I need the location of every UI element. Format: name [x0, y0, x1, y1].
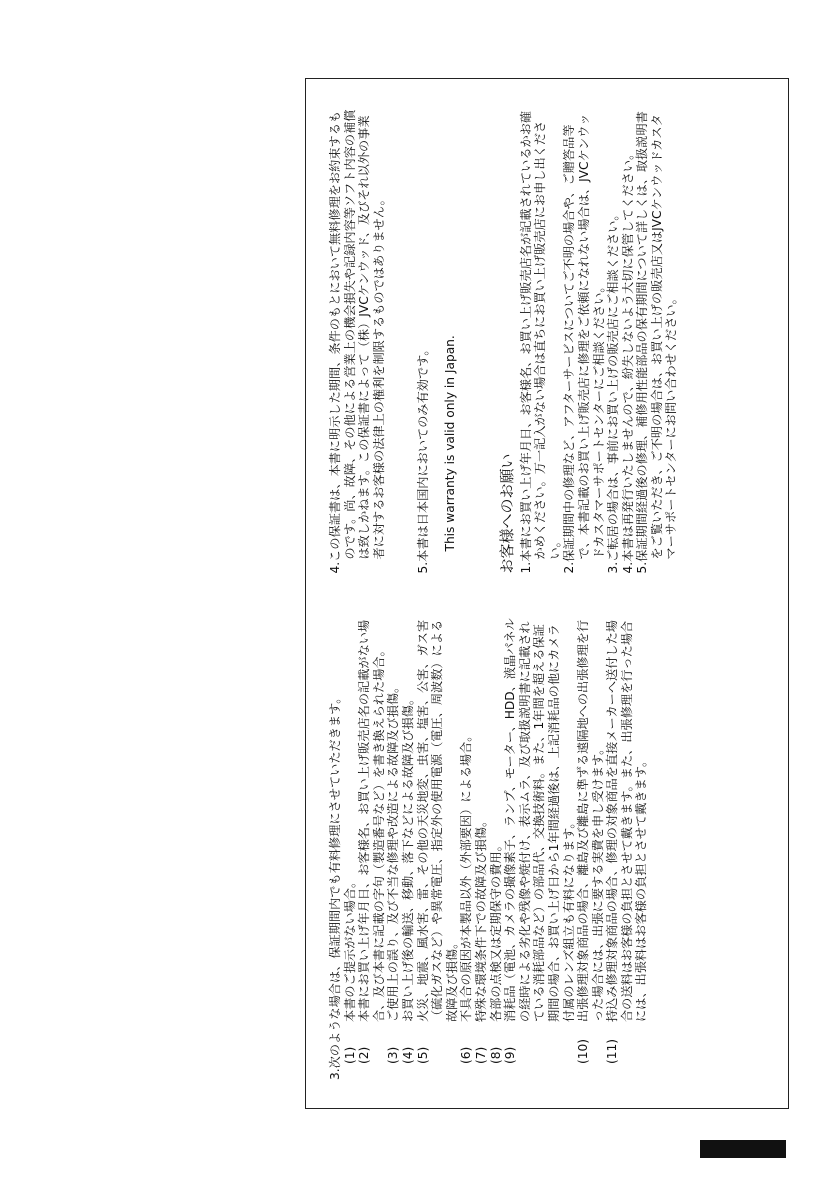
case-item: (9)消耗品（電池、カメラの撮像素子、ランプ、モーター、HDD、液晶パネルの経時による劣化や残像や焼付け、表示ムラ、及び取扱説明書に記載されている消耗部品など）の部品代、交換技術料。また、1年間を超える保証期間の場合、お買い上げ日から1年間経過後は、上記消耗品の他にカメラ付属のレンズ組立も有料になります。: [503, 618, 576, 1064]
case-item: (11)持込み修理対象商品の場合、修理の対象商品を直接メーカーへ送付した場合の送料はお客様の負担とさせて戴きます。また、出張修理を行った場合には、出張料はお客様の負担とさせて戴きます。: [605, 620, 649, 1064]
request-item: 2.保証期間中の修理など、アフターサービスについてご不明の場合や、ご贈答品等で、本書記載のお買い上げ販売店に修理をご依頼になれない場合は、JVCケンウッドカスタマーサポートセンターにご相談ください。: [562, 113, 606, 574]
item-5-english: This warranty is valid only in Japan.: [443, 335, 458, 552]
left-column: [328, 614, 770, 1081]
page-edge-tab: [700, 1140, 786, 1158]
warranty-frame: [305, 78, 789, 1109]
item-3-intro: 3.次のような場合は、保証期間内でも有料修理にさせていただきます。: [328, 691, 342, 1080]
request-item: 4.本書は再発行いたしませんので、紛失しないよう大切に保管してください。: [620, 147, 635, 574]
case-item: (10)出張修理対象商品の場合、離島及び離島に準ずる遠隔地への出張修理を行った場合には、出張に要する実費を申し受けます。: [576, 619, 605, 1064]
item-5: 5.本書は日本国内においてのみ有効です。: [416, 343, 431, 574]
request-item: 3.ご転居の場合は、事前にお買い上げの販売店にご相談ください。: [606, 208, 621, 574]
case-item: (4)お買い上げ後の輸送、移動、落下などによる故障及び損傷。: [400, 692, 415, 1064]
case-item: (3)ご使用上の誤り、及び不当な修理や改造による故障及び損傷。: [386, 680, 401, 1064]
item-4: 4.この保証書は、本書に明示した期間、条件のもとにおいて無料修理をお約束するものです。尚、故障、その他による営業上の機会損失や記録内容等ソフト内容の補償は致しかねます。この保証書によって（株）JVCケンウッド、及びそれ以外の事業者に対するお客様の法律上の権利を制限するものではありません。: [328, 109, 386, 574]
right-column: [328, 107, 770, 574]
case-item: (1)本書のご提示がない場合。: [342, 875, 357, 1064]
case-item: (8)各部の点検又は定期保守の費用。: [488, 839, 503, 1064]
case-item: (5)火災、地震、風水害、雷、その他の天災地変、虫害、塩害、公害、ガス害（硫化ガスなど）や異常電圧、指定外の使用電源（電圧、周波数）による故障及び損傷。: [415, 619, 459, 1064]
request-item: 5.保証期間経過後の修理、補修用性能部品の保有期間について詳しくは、取扱説明書をご覧いただき、ご不明の場合は、お買い上げの販売店又はJVCケンウッドカスタマーサポートセンターにお問い合わせください。: [635, 111, 679, 574]
case-item: (6)不具合の原因が本製品以外（外部要因）による場合。: [459, 729, 474, 1064]
case-item: (7)特殊な環境条件下での故障及び損傷。: [473, 814, 488, 1064]
paid-repair-cases: [343, 614, 649, 1081]
case-item: (2)本書にお買い上げ年月日、お客様名、お買い上げ販売店名の記載がない場合、及び本書に記載の字句（製造番号など）を書き換えられた場合。: [357, 619, 386, 1064]
requests-heading: お客様へのお願い: [497, 453, 516, 574]
rotated-content: [306, 79, 790, 1110]
request-item: 1.本書にお買い上げ年月日、お客様名、お買い上げ販売店名が記載されているかお確かめください。万一記入がない場合は直ちにお買い上げ販売店にお申し出ください。: [518, 110, 562, 574]
